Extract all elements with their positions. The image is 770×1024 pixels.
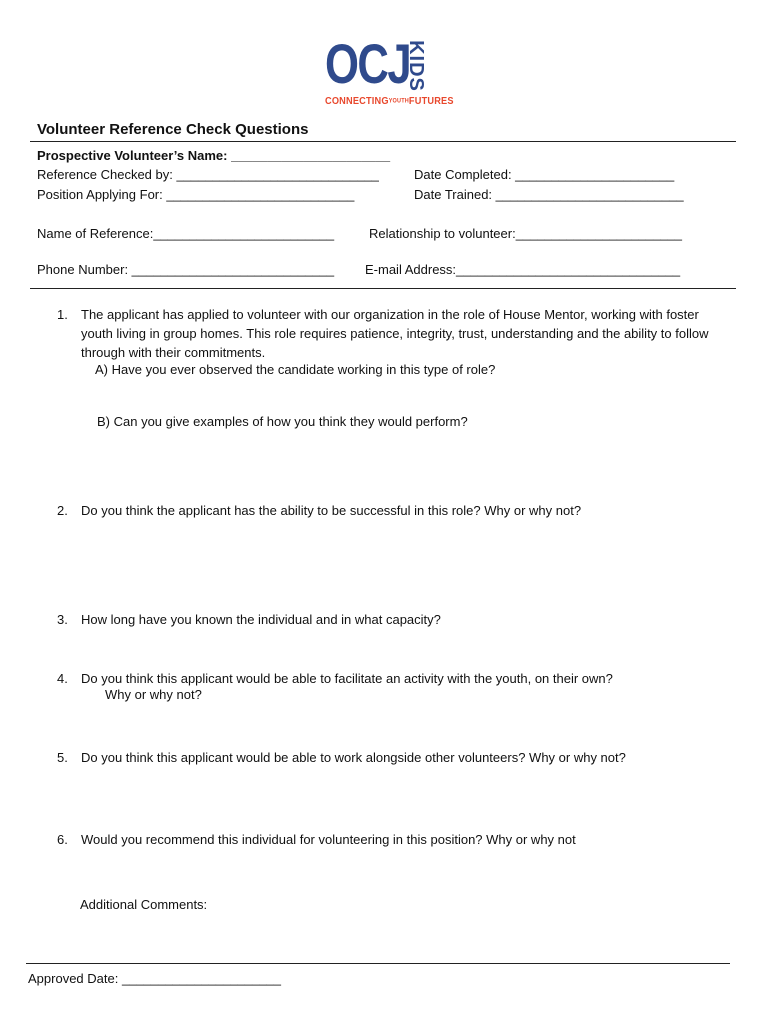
question-1-text: The applicant has applied to volunteer with our organization in the role of House Mentor, working with foster youth living in group homes. This role requires patience, integrity, trust, understanding and the ability to follow through with their commitments. <box>81 307 709 360</box>
logo-tagline: CONNECTINGYOUTHFUTURES <box>325 96 454 107</box>
name-of-reference-field[interactable]: Name of Reference:_________________________ <box>37 226 335 241</box>
relationship-to-volunteer-field[interactable]: Relationship to volunteer:_______________________ <box>369 226 682 241</box>
header-divider <box>30 288 736 289</box>
position-applying-for-field[interactable]: Position Applying For: __________________________ <box>37 187 355 202</box>
form-title: Volunteer Reference Check Questions <box>37 121 309 138</box>
additional-comments-label: Additional Comments: <box>80 897 208 912</box>
date-trained-field[interactable]: Date Trained: __________________________ <box>414 187 684 202</box>
title-divider <box>30 141 736 142</box>
approved-date-field[interactable]: Approved Date: ______________________ <box>28 971 282 986</box>
prospective-volunteer-name-field[interactable]: Prospective Volunteer’s Name: ______________________ <box>37 148 391 163</box>
logo-kids-text: KIDS <box>405 40 427 92</box>
logo-ocj-text: OCJ <box>325 32 411 95</box>
reference-checked-by-field[interactable]: Reference Checked by: ____________________________ <box>37 167 379 182</box>
date-completed-field[interactable]: Date Completed: ______________________ <box>414 167 675 182</box>
phone-number-field[interactable]: Phone Number: ____________________________ <box>37 262 335 277</box>
footer-divider <box>26 963 730 964</box>
ocj-kids-logo <box>325 32 454 114</box>
question-1a: A) Have you ever observed the candidate working in this type of role? <box>95 362 496 377</box>
question-4-followup: Why or why not? <box>105 687 202 702</box>
question-1b: B) Can you give examples of how you think they would perform? <box>97 414 468 429</box>
email-address-field[interactable]: E-mail Address:_______________________________ <box>365 262 681 277</box>
